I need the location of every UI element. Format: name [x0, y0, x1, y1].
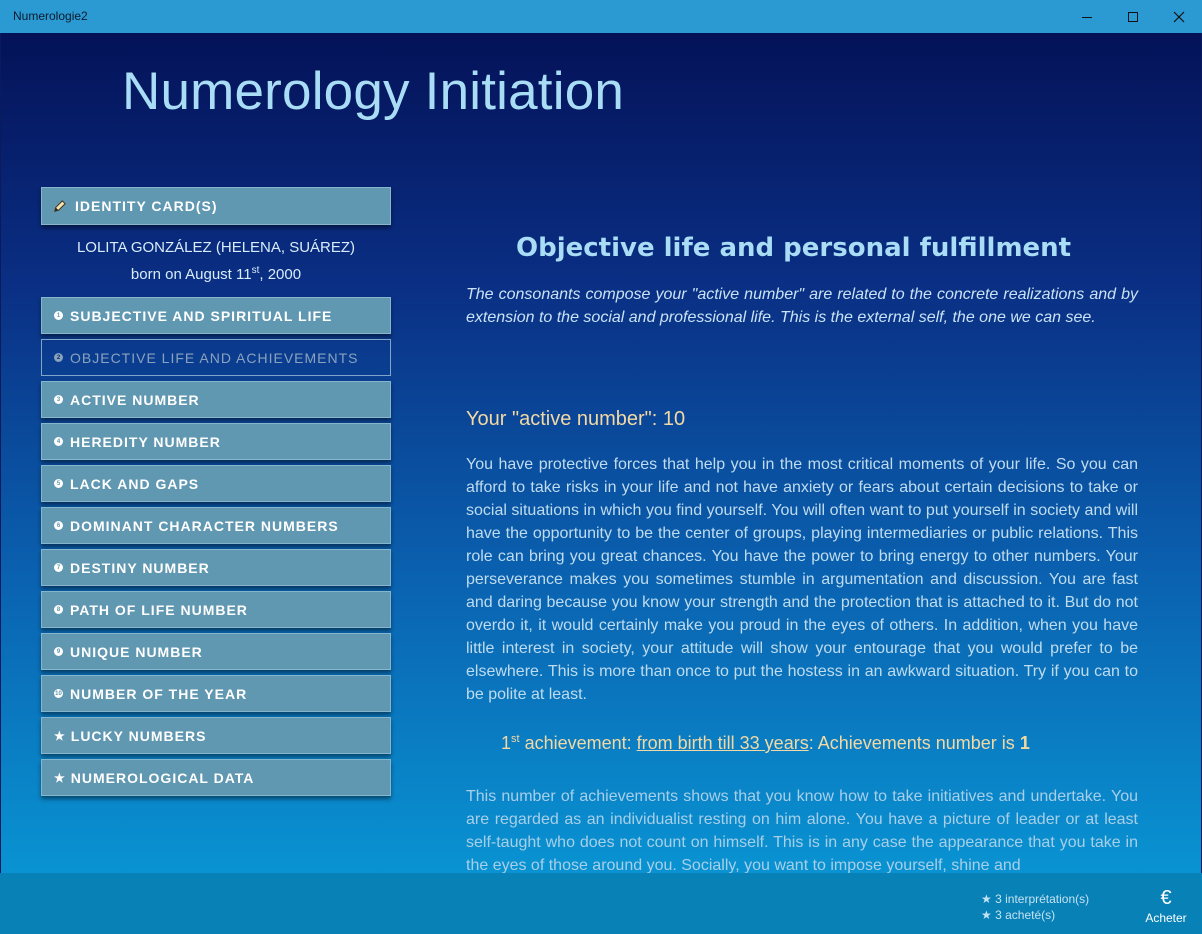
nav-lucky-numbers[interactable]	[41, 717, 391, 754]
nav-label: SUBJECTIVE AND SPIRITUAL LIFE	[70, 307, 333, 324]
number-7-icon: 7	[54, 563, 63, 572]
number-1-icon: 1	[54, 311, 63, 320]
minimize-icon	[1081, 11, 1093, 23]
pencil-icon	[52, 199, 67, 214]
nav-unique-number[interactable]	[41, 633, 391, 670]
buy-button[interactable]	[1140, 887, 1192, 925]
nav-destiny-number[interactable]	[41, 549, 391, 586]
nav-dominant-character[interactable]	[41, 507, 391, 544]
number-2-icon: 2	[54, 353, 63, 362]
number-9-icon: 9	[54, 647, 63, 656]
number-4-icon: 4	[54, 437, 63, 446]
nav-label: DOMINANT CHARACTER NUMBERS	[70, 517, 339, 534]
maximize-button[interactable]	[1110, 0, 1156, 33]
birth-date-text: born on August 11	[130, 266, 252, 283]
nav-objective-life[interactable]	[41, 339, 391, 376]
section-title: Objective life and personal fulfillment	[516, 233, 1072, 263]
person-name: LOLITA GONZÁLEZ (HELENA, SUÁREZ)	[76, 239, 356, 256]
nav-label: OBJECTIVE LIFE AND ACHIEVEMENTS	[70, 349, 359, 366]
nav-subjective-life[interactable]	[41, 297, 391, 334]
nav-path-of-life[interactable]	[41, 591, 391, 628]
nav-label: LACK AND GAPS	[70, 475, 200, 492]
nav-heredity-number[interactable]	[41, 423, 391, 460]
number-5-icon: 5	[54, 479, 63, 488]
title-bar	[0, 0, 1202, 33]
achievement-description: This number of achievements shows that you know how to take initiatives and undertake. You are regarded as an individualist resting on him alone. You have a picture of leader or at least self-taught who does not count on himself. This is in any case the appearance that you take in the eyes of those around you. Socially, you want to impose yourself, shine and	[466, 788, 1138, 873]
number-10-icon: 10	[55, 690, 62, 697]
identity-card-label: IDENTITY CARD(S)	[75, 198, 218, 214]
nav-active-number[interactable]	[41, 381, 391, 418]
intro-text: The consonants compose your "active number" are related to the concrete realizations and by extension to the social and professional life. This is the external self, the one we can see.	[466, 286, 1138, 326]
person-birth	[41, 259, 391, 286]
nav-label: PATH OF LIFE NUMBER	[70, 601, 248, 618]
nav-label: ACTIVE NUMBER	[70, 391, 200, 408]
close-icon	[1173, 11, 1185, 23]
app-title: Numerology Initiation	[122, 62, 625, 121]
maximize-icon	[1127, 11, 1139, 23]
footer-bar	[0, 873, 1202, 934]
nav-numerological-data[interactable]	[41, 759, 391, 796]
active-number-text: You have protective forces that help you in the most critical moments of your life. So you can afford to take risks in your life and not have anxiety or fears about certain decisions to take or social situations in which you find yourself. You will often want to put yourself in society and will have the opportunity to be the center of groups, playing intermediaries or public relations. This role can bring you great chances. You have the power to bring energy to other numbers. Your perseverance makes you sometimes stumble in argumentation and discussion. You are fast and daring because you know your strength and the protection that is attached to it. But do not overdo it, it would certainly make you proud in the eyes of others. In addition, when you have little interest in society, your attitude will show your entourage that you would prefer to be elsewhere. This is more than once to put the hostess in an awkward situation. Try if you can to be polite at least.	[466, 456, 1138, 703]
nav-label: LUCKY NUMBERS	[70, 727, 207, 744]
active-number-heading: Your "active number": 10	[466, 408, 686, 430]
achievement-label: achievement:	[519, 733, 637, 753]
achievement-value: 1	[1019, 733, 1030, 753]
nav-label: DESTINY NUMBER	[70, 559, 210, 576]
achievement-ordinal-suffix: st	[511, 733, 520, 745]
achievement-text: : Achievements number is	[808, 733, 1020, 753]
achievement-ordinal: 1	[501, 733, 512, 753]
nav-label: NUMBER OF THE YEAR	[70, 685, 248, 702]
minimize-button[interactable]	[1064, 0, 1110, 33]
stats	[981, 891, 1089, 923]
app-content	[1, 33, 1201, 873]
number-6-icon: 6	[54, 521, 63, 530]
person-info	[41, 236, 391, 286]
star-icon: ★	[54, 770, 66, 785]
identity-card-button[interactable]	[41, 187, 391, 225]
euro-icon: €	[1160, 887, 1172, 909]
star-icon: ★	[54, 728, 66, 743]
achievement-period-link[interactable]: from birth till 33 years	[636, 733, 809, 753]
buy-label: Acheter	[1145, 911, 1187, 925]
interpretations-count: ★ 3 interprétation(s)	[981, 892, 1090, 906]
window-title: Numerologie2	[13, 9, 88, 23]
nav-label: HEREDITY NUMBER	[70, 433, 221, 450]
achievement-heading	[501, 733, 1030, 754]
nav-label: NUMEROLOGICAL DATA	[70, 769, 255, 786]
purchased-count: ★ 3 acheté(s)	[981, 908, 1056, 922]
nav-label: UNIQUE NUMBER	[70, 643, 203, 660]
number-3-icon: 3	[54, 395, 63, 404]
birth-date-suffix: st	[251, 265, 260, 276]
nav-number-of-year[interactable]	[41, 675, 391, 712]
birth-year: , 2000	[259, 266, 302, 283]
nav-lack-and-gaps[interactable]	[41, 465, 391, 502]
close-button[interactable]	[1156, 0, 1202, 33]
number-8-icon: 8	[54, 605, 63, 614]
